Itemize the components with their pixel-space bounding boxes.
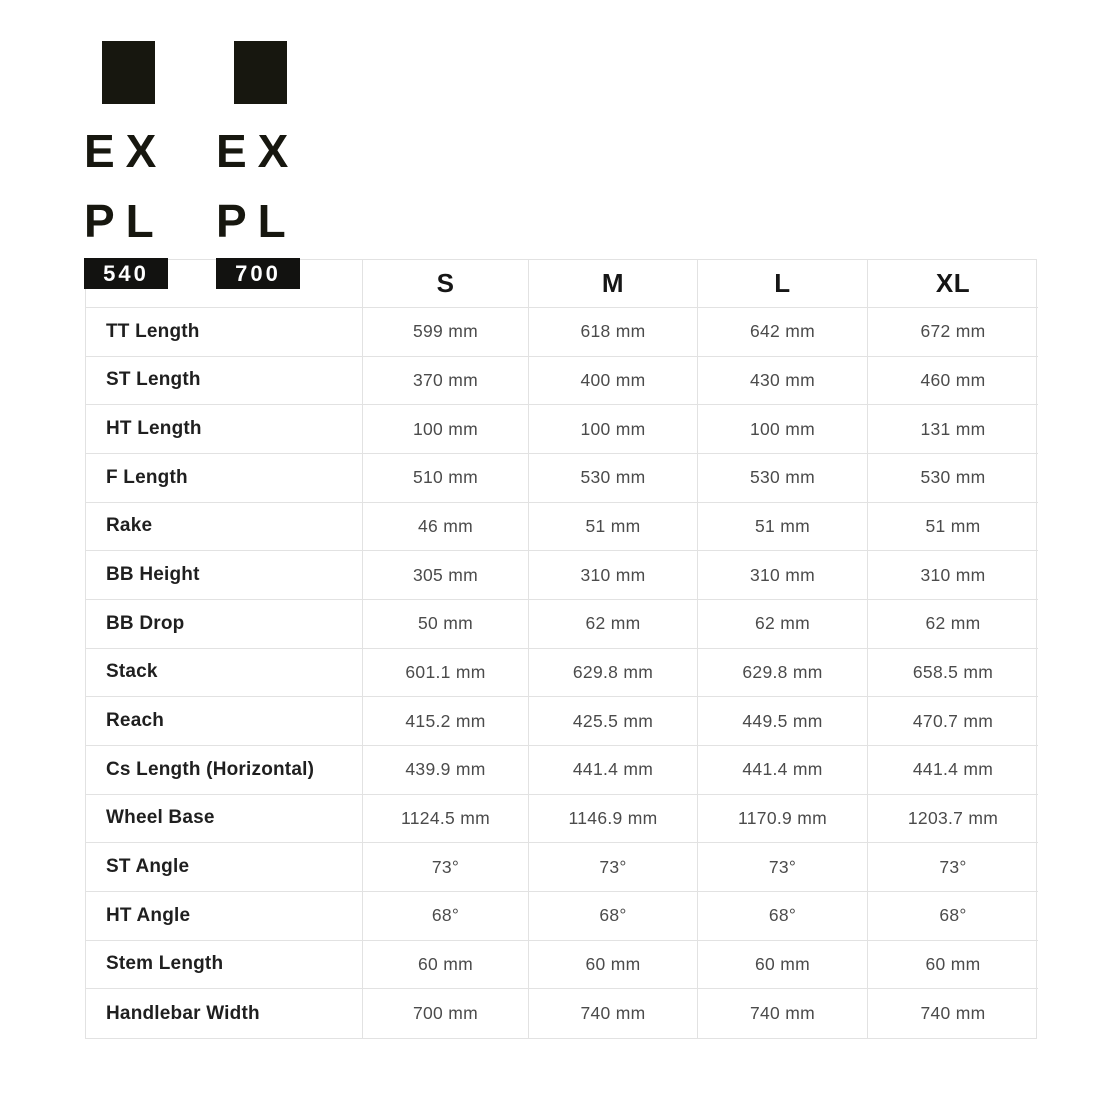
value-cell: 642 mm bbox=[698, 308, 868, 357]
value-cell: 60 mm bbox=[868, 941, 1038, 990]
size-header-xl: XL bbox=[868, 260, 1038, 308]
logo-square-icon bbox=[102, 41, 155, 104]
value-cell: 1146.9 mm bbox=[529, 795, 698, 844]
row-label: HT Angle bbox=[86, 892, 363, 941]
value-cell: 62 mm bbox=[868, 600, 1038, 649]
value-cell: 441.4 mm bbox=[698, 746, 868, 795]
size-header-s: S bbox=[363, 260, 529, 308]
logo-text-line1: EX bbox=[84, 125, 168, 177]
value-cell: 740 mm bbox=[920, 1003, 986, 1024]
value-cell: 68° bbox=[868, 892, 1038, 941]
row-label: Reach bbox=[86, 697, 363, 746]
value-cell: 68° bbox=[698, 892, 868, 941]
row-label: Cs Length (Horizontal) bbox=[86, 746, 363, 795]
logo-expl-700 bbox=[214, 40, 306, 290]
logo-text-line2: PL bbox=[216, 195, 297, 247]
value-cell: 530 mm bbox=[698, 454, 868, 503]
value-cell: 510 mm bbox=[363, 454, 529, 503]
value-cell: 50 mm bbox=[363, 600, 529, 649]
value-cell: 73° bbox=[698, 843, 868, 892]
value-cell: 618 mm bbox=[529, 308, 698, 357]
value-cell: 439.9 mm bbox=[363, 746, 529, 795]
value-cell: 601.1 mm bbox=[363, 649, 529, 698]
value-cell: 51 mm bbox=[529, 503, 698, 552]
value-cell: 310 mm bbox=[868, 551, 1038, 600]
value-cell: 60 mm bbox=[363, 941, 529, 990]
value-cell: 1203.7 mm bbox=[868, 795, 1038, 844]
value-cell: 68° bbox=[363, 892, 529, 941]
value-cell: 599 mm bbox=[363, 308, 529, 357]
row-label: F Length bbox=[86, 454, 363, 503]
row-label: BB Height bbox=[86, 551, 363, 600]
value-cell: 530 mm bbox=[868, 454, 1038, 503]
logo-badge-540: 540 bbox=[84, 258, 168, 289]
value-cell: 310 mm bbox=[698, 551, 868, 600]
value-cell: 370 mm bbox=[363, 357, 529, 406]
value-cell: 700 mm bbox=[363, 989, 529, 1038]
row-label: Stem Length bbox=[86, 941, 363, 990]
value-cell: 131 mm bbox=[868, 405, 1038, 454]
value-cell: 60 mm bbox=[698, 941, 868, 990]
value-cell: 629.8 mm bbox=[529, 649, 698, 698]
value-cell: 658.5 mm bbox=[868, 649, 1038, 698]
value-cell: 62 mm bbox=[698, 600, 868, 649]
row-label: ST Length bbox=[86, 357, 363, 406]
value-cell: 425.5 mm bbox=[529, 697, 698, 746]
size-header-l: L bbox=[698, 260, 868, 308]
row-label: Handlebar Width bbox=[86, 989, 363, 1038]
value-cell: 672 mm bbox=[868, 308, 1038, 357]
value-cell: 530 mm bbox=[529, 454, 698, 503]
geometry-table bbox=[85, 259, 1037, 1039]
value-cell: 62 mm bbox=[529, 600, 698, 649]
value-cell: 100 mm bbox=[698, 405, 868, 454]
logo-badge-700: 700 bbox=[216, 258, 300, 289]
row-label: Rake bbox=[86, 503, 363, 552]
row-label: BB Drop bbox=[86, 600, 363, 649]
value-cell: 400 mm bbox=[529, 357, 698, 406]
value-cell: 441.4 mm bbox=[868, 746, 1038, 795]
value-cell: 449.5 mm bbox=[698, 697, 868, 746]
row-label: Stack bbox=[86, 649, 363, 698]
value-cell: 100 mm bbox=[363, 405, 529, 454]
value-cell: 100 mm bbox=[529, 405, 698, 454]
value-cell: 51 mm bbox=[868, 503, 1038, 552]
logo-text-line2: PL bbox=[84, 195, 165, 247]
value-cell: 430 mm bbox=[698, 357, 868, 406]
logo-square-icon bbox=[234, 41, 287, 104]
size-header-m: M bbox=[529, 260, 698, 308]
value-cell: 305 mm bbox=[363, 551, 529, 600]
value-cell: 73° bbox=[363, 843, 529, 892]
value-cell: 51 mm bbox=[698, 503, 868, 552]
row-label: TT Length bbox=[86, 308, 363, 357]
value-cell: 46 mm bbox=[363, 503, 529, 552]
logo-text-line1: EX bbox=[216, 125, 300, 177]
value-cell: 470.7 mm bbox=[868, 697, 1038, 746]
row-label: Wheel Base bbox=[86, 795, 363, 844]
value-cell: 1170.9 mm bbox=[698, 795, 868, 844]
value-cell: 629.8 mm bbox=[698, 649, 868, 698]
value-cell: 441.4 mm bbox=[529, 746, 698, 795]
row-label: HT Length bbox=[86, 405, 363, 454]
value-cell: 415.2 mm bbox=[363, 697, 529, 746]
value-cell: 73° bbox=[529, 843, 698, 892]
value-cell: 460 mm bbox=[868, 357, 1038, 406]
logo-expl-540 bbox=[82, 40, 174, 290]
value-cell: 740 mm bbox=[698, 989, 868, 1038]
value-cell: 68° bbox=[529, 892, 698, 941]
row-label: ST Angle bbox=[86, 843, 363, 892]
value-cell: 73° bbox=[868, 843, 1038, 892]
value-cell: 740 mm bbox=[529, 989, 698, 1038]
value-cell: 1124.5 mm bbox=[363, 795, 529, 844]
value-cell: 60 mm bbox=[529, 941, 698, 990]
value-cell: 310 mm bbox=[529, 551, 698, 600]
